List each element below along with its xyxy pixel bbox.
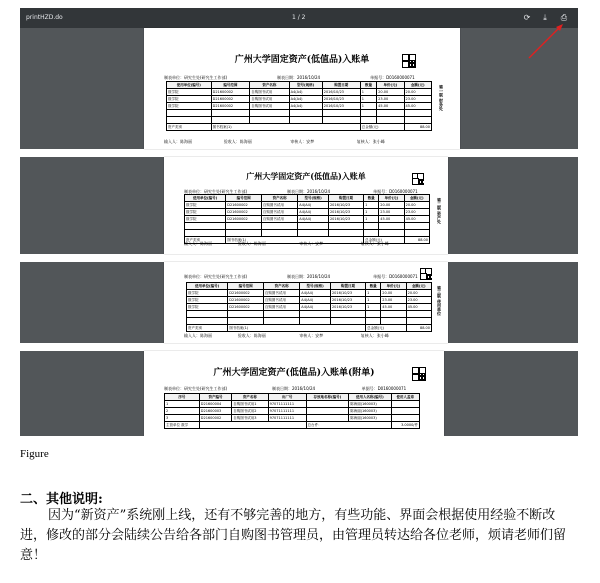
table-cell: 45.00 bbox=[406, 304, 431, 311]
table-cell: A4(A4) bbox=[298, 216, 329, 223]
table-cell: 2016/10/23 bbox=[322, 96, 360, 103]
table-cell bbox=[306, 401, 348, 408]
table-cell: 陈海丽(160003) bbox=[349, 415, 391, 422]
table-cell: D21600003 bbox=[199, 408, 232, 415]
signature-review: 复核人：张小峰 bbox=[360, 241, 389, 246]
table-row bbox=[165, 401, 420, 408]
column-header: 编号范围 bbox=[226, 195, 262, 202]
table-cell: A4(A4) bbox=[298, 202, 329, 209]
column-header: 使用单位(编号) bbox=[187, 283, 228, 290]
column-header: 资产名称 bbox=[250, 82, 289, 89]
table-row bbox=[167, 117, 432, 124]
table-cell: 自购图书试用 bbox=[263, 290, 299, 297]
table-cell: 20.00 bbox=[404, 202, 429, 209]
table-cell: 自购图书试用 bbox=[261, 209, 297, 216]
table-cell: 45.00 bbox=[404, 216, 429, 223]
table-cell: D21600002 bbox=[226, 216, 262, 223]
column-header: 金额(元) bbox=[404, 195, 429, 202]
column-header: 型号(规格) bbox=[298, 195, 329, 202]
table-cell: 45.00 bbox=[377, 103, 404, 110]
document-title: 广州大学固定资产(低值品)入账单 bbox=[234, 55, 370, 65]
table-footer-row bbox=[187, 325, 432, 332]
table-cell: A4(A4) bbox=[289, 96, 322, 103]
total-label: 总金额(元) bbox=[364, 237, 404, 244]
table-cell: 97071111111 bbox=[268, 415, 306, 422]
signature-audit: 审核人：安梦 bbox=[299, 241, 324, 246]
table-cell: 2016/10/23 bbox=[322, 103, 360, 110]
total-value: 3.0000/件 bbox=[391, 422, 419, 429]
qr-code-icon bbox=[420, 268, 432, 280]
copy-side-note: 第一联 财务处 bbox=[439, 85, 444, 111]
figure-caption: Figure bbox=[20, 448, 49, 460]
column-header: 型号(规格) bbox=[300, 283, 331, 290]
table-cell bbox=[306, 415, 348, 422]
table-row bbox=[185, 223, 430, 230]
table-row bbox=[187, 290, 432, 297]
table-cell: A4(A4) bbox=[289, 89, 322, 96]
document-title: 广州大学固定资产(低值品)入账单 bbox=[246, 171, 366, 181]
table-cell: 20.00 bbox=[406, 290, 431, 297]
document-meta-right: 单据号：D0160000071 bbox=[361, 386, 407, 391]
table-footer-row bbox=[167, 124, 432, 131]
table-cell: 1 bbox=[366, 304, 381, 311]
column-header: 型号(规格) bbox=[289, 82, 322, 89]
section-heading: 二、其他说明: bbox=[20, 492, 103, 507]
table-cell: 3 bbox=[165, 415, 200, 422]
table-cell: 数学院 bbox=[185, 209, 226, 216]
table-cell: 数学院 bbox=[187, 290, 228, 297]
table-row bbox=[167, 110, 432, 117]
table-cell: D21600002 bbox=[211, 96, 250, 103]
table-cell bbox=[391, 415, 419, 422]
table-cell: 20.00 bbox=[381, 290, 406, 297]
column-header: 单价(元) bbox=[379, 195, 404, 202]
signature-review: 复核人：张小峰 bbox=[356, 139, 385, 144]
asset-category-label: 主管单位 数学 bbox=[165, 422, 200, 429]
column-header: 存放地名称(编号) bbox=[306, 394, 348, 401]
table-cell: 1 bbox=[364, 209, 379, 216]
table-cell: 数学院 bbox=[185, 216, 226, 223]
signature-check: 验收人：陈海丽 bbox=[223, 139, 252, 144]
table-cell: 20.00 bbox=[377, 89, 404, 96]
total-label: 总金额(元) bbox=[360, 124, 404, 131]
table-cell: 数学院 bbox=[167, 96, 212, 103]
column-header: 序号 bbox=[165, 394, 200, 401]
column-header: 使用单位(编号) bbox=[185, 195, 226, 202]
table-cell: 1 bbox=[366, 290, 381, 297]
column-header: 金额(元) bbox=[406, 283, 431, 290]
table-cell: 2 bbox=[165, 408, 200, 415]
table-cell: 2016/10/23 bbox=[328, 216, 363, 223]
file-name: printHZD.do bbox=[26, 14, 63, 21]
qr-code-icon bbox=[412, 367, 426, 381]
table-cell: 自购图书试用 bbox=[250, 103, 289, 110]
table-cell: 数学院 bbox=[187, 297, 228, 304]
table-cell: 20.00 bbox=[404, 89, 431, 96]
column-header: 资产名称 bbox=[232, 394, 268, 401]
document-meta-left: 制表单位：研究生处(研究生工作部) bbox=[184, 189, 248, 194]
table-cell: 97071111111 bbox=[268, 408, 306, 415]
annotation-arrow bbox=[527, 22, 567, 62]
page-indicator: 1 / 2 bbox=[292, 14, 306, 21]
table-cell: 1 bbox=[360, 96, 376, 103]
column-header: 单价(元) bbox=[381, 283, 406, 290]
document-meta-mid: 制表日期：2016/10/24 bbox=[287, 189, 331, 194]
table-cell: 2016/10/23 bbox=[328, 209, 363, 216]
table-row bbox=[167, 89, 432, 96]
table-row bbox=[187, 311, 432, 318]
table-cell: 数学院 bbox=[187, 304, 228, 311]
document-page bbox=[164, 262, 448, 343]
table-cell: 1 bbox=[364, 216, 379, 223]
table-cell: 1 bbox=[364, 202, 379, 209]
table-row bbox=[185, 230, 430, 237]
asset-category-label: 资产类别 bbox=[167, 124, 212, 131]
table-cell: 数学院 bbox=[167, 89, 212, 96]
column-header: 购置日期 bbox=[322, 82, 360, 89]
table-cell: 23.00 bbox=[406, 297, 431, 304]
table-cell: A4(A4) bbox=[300, 290, 331, 297]
total-value: 88.00 bbox=[406, 325, 431, 332]
table-cell: 自购图书试用2 bbox=[232, 408, 268, 415]
table-cell: 20.00 bbox=[379, 202, 404, 209]
table-cell: A4(A4) bbox=[289, 103, 322, 110]
document-meta-right: 单据号：D0160000071 bbox=[370, 75, 415, 80]
column-header: 使用人盖章 bbox=[391, 394, 419, 401]
table-cell: D21600002 bbox=[211, 103, 250, 110]
table-cell: A4(A4) bbox=[298, 209, 329, 216]
table-cell bbox=[391, 401, 419, 408]
table-row bbox=[187, 297, 432, 304]
download-icon[interactable]: ⤓ bbox=[543, 13, 547, 22]
table-cell: 自购图书试用3 bbox=[232, 415, 268, 422]
table-cell: 陈海丽(160003) bbox=[349, 401, 391, 408]
table-cell: 23.00 bbox=[381, 297, 406, 304]
document-meta-left: 制表单位：研究生处(研究生工作部) bbox=[164, 75, 228, 80]
document-title: 广州大学固定资产(低值品)入账单(附单) bbox=[213, 368, 375, 378]
pdf-viewer bbox=[20, 8, 578, 436]
table-cell: 2016/10/23 bbox=[330, 290, 365, 297]
table-cell: 1 bbox=[360, 89, 376, 96]
page-gap bbox=[20, 254, 578, 262]
column-header: 单价(元) bbox=[377, 82, 404, 89]
qr-code-icon bbox=[402, 54, 416, 68]
entry-table bbox=[166, 81, 432, 131]
total-value: 88.00 bbox=[404, 124, 431, 131]
signature-check: 验收人：陈海丽 bbox=[237, 333, 266, 338]
table-cell: 数学院 bbox=[167, 103, 212, 110]
table-cell: A4(A4) bbox=[300, 297, 331, 304]
entry-table bbox=[186, 282, 432, 332]
asset-category-value: 图书档案(1) bbox=[211, 124, 360, 131]
column-header: 编号范围 bbox=[228, 283, 264, 290]
table-cell: D21600002 bbox=[199, 415, 232, 422]
table-cell: 1 bbox=[165, 401, 200, 408]
copy-side-note: 第二联 资产处 bbox=[437, 198, 442, 224]
copy-side-note: 第三联 使用单位 bbox=[437, 286, 442, 316]
signature-check: 验收人：陈海丽 bbox=[237, 241, 266, 246]
table-cell: 1 bbox=[366, 297, 381, 304]
asset-category-label: 资产类别 bbox=[187, 325, 228, 332]
table-cell: 2016/10/23 bbox=[330, 304, 365, 311]
section-text: 因为“新资产”系统刚上线，还有不够完善的地方，有些功能、界面会根据使用经验不断改进，修改的部分会陆续公告给各部门自购图书管理员，由管理员转达给各位老师，烦请老师们留意！ bbox=[20, 508, 567, 563]
table-row bbox=[185, 209, 430, 216]
table-cell: 自购图书试用 bbox=[261, 202, 297, 209]
column-header: 编号范围 bbox=[211, 82, 250, 89]
table-row bbox=[187, 304, 432, 311]
rotate-icon[interactable]: ⟳ bbox=[523, 13, 531, 22]
table-cell: 23.00 bbox=[379, 209, 404, 216]
table-cell: D21600004 bbox=[199, 401, 232, 408]
table-cell: D21600002 bbox=[228, 304, 264, 311]
signature-input: 输入人：陈海丽 bbox=[184, 241, 212, 246]
table-cell: D21600002 bbox=[211, 89, 250, 96]
column-header: 金额(元) bbox=[404, 82, 431, 89]
table-cell: 45.00 bbox=[379, 216, 404, 223]
document-page bbox=[164, 157, 448, 254]
document-meta-mid: 制表日期：2016/10/24 bbox=[287, 274, 331, 279]
signature-audit: 审核人：安梦 bbox=[290, 139, 315, 144]
signature-audit: 审核人：安梦 bbox=[299, 333, 324, 338]
table-cell: 1 bbox=[360, 103, 376, 110]
column-header: 使用单位(编号) bbox=[167, 82, 212, 89]
table-cell: D21600002 bbox=[226, 202, 262, 209]
column-header: 使用人名称(编号) bbox=[349, 394, 391, 401]
total-label: 总金额(元) bbox=[366, 325, 406, 332]
table-cell: 23.00 bbox=[377, 96, 404, 103]
table-cell: 数学院 bbox=[185, 202, 226, 209]
signature-review: 复核人：张小峰 bbox=[360, 333, 389, 338]
table-cell: 23.00 bbox=[404, 96, 431, 103]
document-meta-right: 单据号：D0160000071 bbox=[373, 189, 418, 194]
table-cell: 45.00 bbox=[381, 304, 406, 311]
signature-input: 输入人：陈海丽 bbox=[164, 139, 192, 144]
table-cell: 自购图书试用 bbox=[263, 297, 299, 304]
column-header: 购置日期 bbox=[328, 195, 363, 202]
table-cell: 2016/10/23 bbox=[330, 297, 365, 304]
page-gap bbox=[20, 343, 578, 351]
print-icon[interactable]: ⎙ bbox=[560, 13, 568, 22]
table-cell: 23.00 bbox=[404, 209, 429, 216]
document-meta-mid: 制表日期：2016/10/24 bbox=[272, 386, 316, 391]
table-cell: 2016/10/23 bbox=[322, 89, 360, 96]
document-meta-left: 制表单位：研究生处(研究生工作部) bbox=[184, 274, 248, 279]
document-page bbox=[144, 351, 444, 436]
column-header: 出厂号 bbox=[268, 394, 306, 401]
qr-code-icon bbox=[412, 173, 424, 185]
table-cell: D21600002 bbox=[228, 297, 264, 304]
table-cell bbox=[391, 408, 419, 415]
column-header: 资产名称 bbox=[263, 283, 299, 290]
signature-input: 输入人：陈海丽 bbox=[184, 333, 212, 338]
asset-category-value: 图书档案(1) bbox=[228, 325, 366, 332]
table-cell: A4(A4) bbox=[300, 304, 331, 311]
table-cell: 97071111111 bbox=[268, 401, 306, 408]
asset-category-label: 资产类别 bbox=[185, 237, 226, 244]
table-cell: D21600002 bbox=[228, 290, 264, 297]
asset-category-value: 图书档案(1) bbox=[226, 237, 364, 244]
viewer-toolbar bbox=[20, 8, 578, 28]
table-row bbox=[167, 103, 432, 110]
table-row bbox=[165, 408, 420, 415]
document-page bbox=[144, 28, 460, 149]
table-row bbox=[167, 96, 432, 103]
table-cell: 自购图书试用 bbox=[261, 216, 297, 223]
entry-table bbox=[164, 393, 420, 429]
table-cell: D21600002 bbox=[226, 209, 262, 216]
column-header: 数量 bbox=[360, 82, 376, 89]
table-cell: 自购图书试用 bbox=[263, 304, 299, 311]
column-header: 购置日期 bbox=[330, 283, 365, 290]
total-label: 总台件： bbox=[306, 422, 391, 429]
table-row bbox=[185, 216, 430, 223]
table-cell: 陈海丽(160003) bbox=[349, 408, 391, 415]
table-cell: 自购图书试用 bbox=[250, 96, 289, 103]
table-cell: 45.00 bbox=[404, 103, 431, 110]
table-cell: 自购图书试用1 bbox=[232, 401, 268, 408]
table-footer-row bbox=[165, 422, 420, 429]
table-row bbox=[187, 318, 432, 325]
total-value: 88.00 bbox=[404, 237, 429, 244]
table-cell: 2016/10/23 bbox=[328, 202, 363, 209]
column-header: 数量 bbox=[366, 283, 381, 290]
entry-table bbox=[184, 194, 430, 244]
table-row bbox=[165, 415, 420, 422]
column-header: 资产编号 bbox=[199, 394, 232, 401]
table-cell bbox=[306, 408, 348, 415]
table-cell: 自购图书试用 bbox=[250, 89, 289, 96]
page-gap bbox=[20, 149, 578, 157]
document-meta-mid: 制表日期：2016/10/24 bbox=[277, 75, 321, 80]
document-meta-left: 制表单位：研究生处(研究生工作部) bbox=[164, 386, 228, 391]
column-header: 数量 bbox=[364, 195, 379, 202]
column-header: 资产名称 bbox=[261, 195, 297, 202]
table-row bbox=[185, 202, 430, 209]
document-meta-right: 单据号：D0160000071 bbox=[373, 274, 418, 279]
asset-category-value bbox=[199, 422, 306, 429]
